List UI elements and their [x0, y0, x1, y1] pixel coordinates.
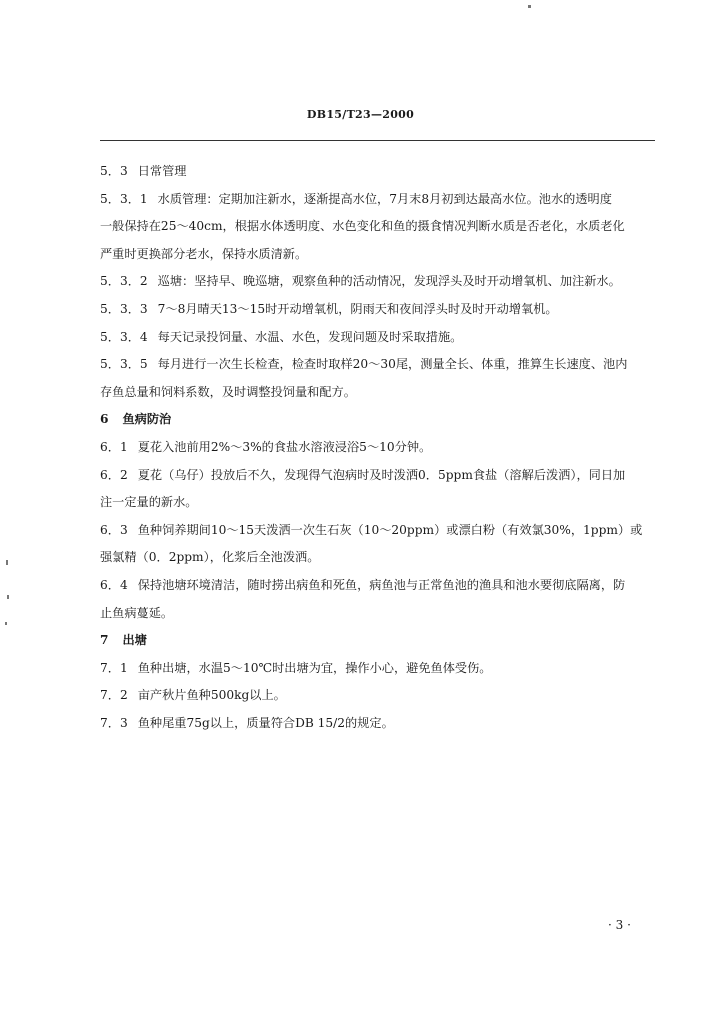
clause-number: 6: [100, 412, 109, 427]
text-line-5-3-2: [100, 268, 660, 296]
clause-text: 日常管理: [137, 164, 187, 178]
clause-text: 保持池塘环境清洁，随时捞出病鱼和死鱼，病鱼池与正常鱼池的渔具和池水要彻底隔离，防: [137, 577, 626, 592]
clause-number: 5．3．1: [100, 191, 148, 206]
clause-number: 5．3．5: [100, 357, 148, 372]
clause-number: 7．2: [100, 688, 128, 703]
text-line-7-2: [100, 682, 660, 710]
text-line-5-3-5a: [100, 351, 660, 379]
clause-number: 7．1: [100, 660, 128, 675]
text-line-6-4a: [100, 572, 660, 600]
page-number: · 3 ·: [608, 918, 631, 932]
clause-text: 夏花（乌仔）投放后不久，发现得气泡病时及时泼洒0．5ppm食盐（溶解后泼洒），同日加: [137, 467, 626, 482]
clause-text: 每月进行一次生长检查，检查时取样20～30尾，测量全长、体重，推算生长速度、池内: [157, 357, 628, 372]
clause-number: 7: [100, 633, 109, 648]
clause-text: 水质管理：定期加注新水，逐渐提高水位，7月末8月初到达最高水位。池水的透明度: [157, 191, 612, 206]
clause-text: 鱼病防治: [122, 412, 172, 427]
clause-text: 出塘: [122, 633, 147, 648]
clause-number: 6．3: [100, 522, 128, 537]
scan-speck: [6, 560, 8, 565]
clause-text: 一般保持在25～40cm，根据水体透明度、水色变化和鱼的摄食情况判断水质是否老化，水质老化: [100, 219, 625, 234]
text-line-5-3-1a: [100, 186, 660, 214]
clause-text: 鱼种出塘，水温5～10℃时出塘为宜，操作小心，避免鱼体受伤。: [137, 660, 492, 675]
text-line-5-3-5b: [100, 379, 660, 407]
text-line-7: [100, 627, 660, 655]
text-line-5-3-3: [100, 296, 660, 324]
text-line-6-2b: [100, 489, 660, 517]
header-rule: [100, 140, 655, 141]
text-line-7-1: [100, 655, 660, 683]
text-line-5-3-4: [100, 324, 660, 352]
clause-number: 5．3: [100, 164, 128, 178]
clause-number: 5．3．4: [100, 329, 148, 344]
clause-text: 亩产秋片鱼种500kg以上。: [137, 688, 286, 703]
clause-text: 强氯精（0．2ppm），化浆后全池泼洒。: [100, 550, 320, 565]
scan-speck: [7, 595, 9, 599]
text-line-6-3a: [100, 517, 660, 545]
clause-text: 每天记录投饲量、水温、水色，发现问题及时采取措施。: [157, 329, 463, 344]
text-line-6-4b: [100, 600, 660, 628]
text-line-6-1: [100, 434, 660, 462]
clause-text: 7～8月晴天13～15时开动增氧机，阴雨天和夜间浮头时及时开动增氧机。: [157, 301, 558, 316]
clause-number: 7．3: [100, 715, 128, 730]
clause-number: 5．3．3: [100, 301, 148, 316]
document-code-header: DB15/T23—2000: [306, 108, 415, 121]
text-line-7-3: [100, 710, 660, 738]
clause-number: 6．1: [100, 439, 128, 454]
text-line-6-2a: [100, 462, 660, 490]
clause-number: 5．3．2: [100, 274, 148, 289]
text-line-5-3-1b: [100, 213, 660, 241]
clause-text: 严重时更换部分老水，保持水质清新。: [100, 246, 308, 261]
clause-text: 止鱼病蔓延。: [100, 605, 174, 620]
clause-text: 鱼种饲养期间10～15天泼洒一次生石灰（10～20ppm）或漂白粉（有效氯30%，1ppm）或: [137, 522, 643, 537]
text-line-5-3-1c: [100, 241, 660, 269]
clause-text: 存鱼总量和饲料系数，及时调整投饲量和配方。: [100, 384, 356, 399]
document-body: [100, 158, 660, 737]
text-line-5-3: [100, 158, 660, 186]
clause-text: 注一定量的新水。: [100, 495, 198, 510]
text-line-6-3b: [100, 544, 660, 572]
clause-text: 夏花入池前用2%～3%的食盐水溶液浸浴5～10分钟。: [137, 439, 432, 454]
scan-speck: [528, 5, 531, 8]
clause-text: 鱼种尾重75g以上，质量符合DB 15/2的规定。: [137, 715, 394, 730]
clause-number: 6．2: [100, 467, 128, 482]
scan-speck: [5, 622, 7, 625]
clause-number: 6．4: [100, 577, 128, 592]
clause-text: 巡塘：坚持早、晚巡塘，观察鱼种的活动情况，发现浮头及时开动增氧机、加注新水。: [157, 274, 621, 289]
text-line-6: [100, 406, 660, 434]
